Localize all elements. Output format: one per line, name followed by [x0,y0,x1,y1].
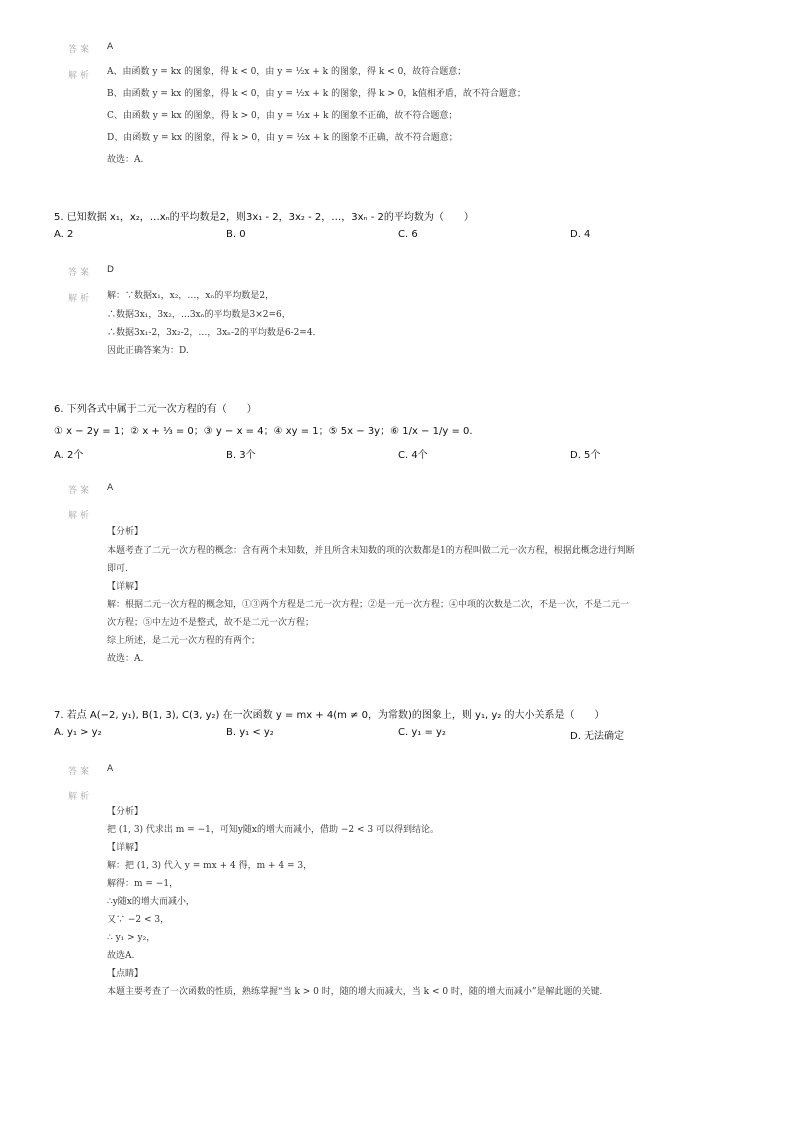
analysis-line: 本题考查了二元一次方程的概念：含有两个未知数，并且所含未知数的项的次数都是1的方程叫做二元一次方程，根据此概念进行判断 [107,546,635,556]
equation-list: ① x − 2y = 1；② x + ⅓ = 0；③ y − x = 4；④ xy = 1；⑤ 5x − 3y；⑥ 1/x − 1/y = 0. [54,426,473,437]
analysis-line: ∴ y₁ > y₂， [107,933,156,943]
analysis-line: ∴数据3x₁-2，3x₂-2，…，3xₙ-2的平均数是6-2=4． [107,328,322,338]
analysis-line: 解：根据二元一次方程的概念知，①③两个方程是二元一次方程；②是一元一次方程；④中项的次数是二次，不是一次，不是二元一 [107,600,630,610]
question-stem: 7. 若点 A(−2, y₁), B(1, 3), C(3, y₂) 在一次函数 y = mx + 4(m ≠ 0，为常数)的图象上，则 y₁, y₂ 的大小关系是（ ） [54,710,605,721]
answer-label: 答案 [68,45,93,55]
analysis-line: 【点睛】 [107,969,144,979]
analysis-label: 解析 [68,71,93,81]
answer-value: D [107,265,114,275]
option-b[interactable]: B. y₁ < y₂ [226,727,274,738]
option-d[interactable]: D. 5个 [570,450,601,461]
option-d[interactable]: D. 4 [570,229,591,240]
analysis-line: B、由函数 y = kx 的图象，得 k < 0，由 y = ½x + k 的图象，得 k > 0，k值相矛盾，故不符合题意； [107,89,526,99]
analysis-label: 解析 [68,792,93,802]
option-c[interactable]: C. 6 [398,229,418,240]
analysis-line: C、由函数 y = kx 的图象，得 k > 0，由 y = ½x + k 的图象不正确，故不符合题意； [107,111,458,121]
analysis-line: D、由函数 y = kx 的图象，得 k > 0，由 y = ½x + k 的图象不正确，故不符合题意； [107,133,458,143]
answer-label: 答案 [68,486,93,496]
analysis-line: ∴y随x的增大而减小， [107,897,195,907]
analysis-line: 因此正确答案为：D. [107,346,189,356]
analysis-label: 解析 [68,294,93,304]
question-stem: 6. 下列各式中属于二元一次方程的有（ ） [54,404,257,415]
option-a[interactable]: A. y₁ > y₂ [54,727,102,738]
analysis-line: 【详解】 [107,582,144,592]
analysis-line: 次方程；⑤中左边不是整式，故不是二元一次方程； [107,618,315,628]
analysis-line: 【分析】 [107,807,144,817]
answer-value: A [107,42,114,52]
analysis-line: 本题主要考查了一次函数的性质，熟练掌握“当 k > 0 时，随的增大而减大，当 k < 0 时，随的增大而减小”是解此题的关键. [107,987,603,997]
analysis-label: 解析 [68,511,93,521]
option-c[interactable]: C. 4个 [398,450,428,461]
answer-label: 答案 [68,268,93,278]
option-c[interactable]: C. y₁ = y₂ [398,727,446,738]
analysis-line: 故选：A. [107,155,144,165]
answer-value: A [107,483,114,493]
analysis-line: 故选：A. [107,654,144,664]
analysis-line: 即可. [107,564,128,574]
analysis-line: 故选A. [107,951,135,961]
option-b[interactable]: B. 0 [226,229,246,240]
analysis-line: ∴数据3x₁，3x₂，…3xₙ的平均数是3×2=6， [107,310,291,320]
option-d[interactable]: D. 无法确定 [570,731,625,742]
option-a[interactable]: A. 2 [54,229,74,240]
option-b[interactable]: B. 3个 [226,450,256,461]
analysis-line: 解：∵数据x₁，x₂，…，xₙ的平均数是2， [107,291,275,301]
question-stem: 5. 已知数据 x₁，x₂，…xₙ的平均数是2，则3x₁ - 2，3x₂ - 2，…，3xₙ - 2的平均数为（ ） [54,212,474,223]
analysis-line: A、由函数 y = kx 的图象，得 k < 0，由 y = ½x + k 的图象，得 k < 0，故符合题意； [107,67,467,77]
analysis-line: 解得：m = −1， [107,879,179,889]
option-a[interactable]: A. 2个 [54,450,84,461]
analysis-line: 【分析】 [107,527,144,537]
analysis-line: 【详解】 [107,843,144,853]
analysis-line: 又∵ −2 < 3， [107,915,170,925]
answer-value: A [107,764,114,774]
answer-label: 答案 [68,767,93,777]
analysis-line: 综上所述，是二元一次方程的有两个； [107,636,261,646]
analysis-line: 解：把 (1, 3) 代入 y = mx + 4 得，m + 4 = 3， [107,861,313,871]
analysis-line: 把 (1, 3) 代求出 m = −1，可知y随x的增大而减小，借助 −2 < 3 可以得到结论。 [107,825,439,835]
